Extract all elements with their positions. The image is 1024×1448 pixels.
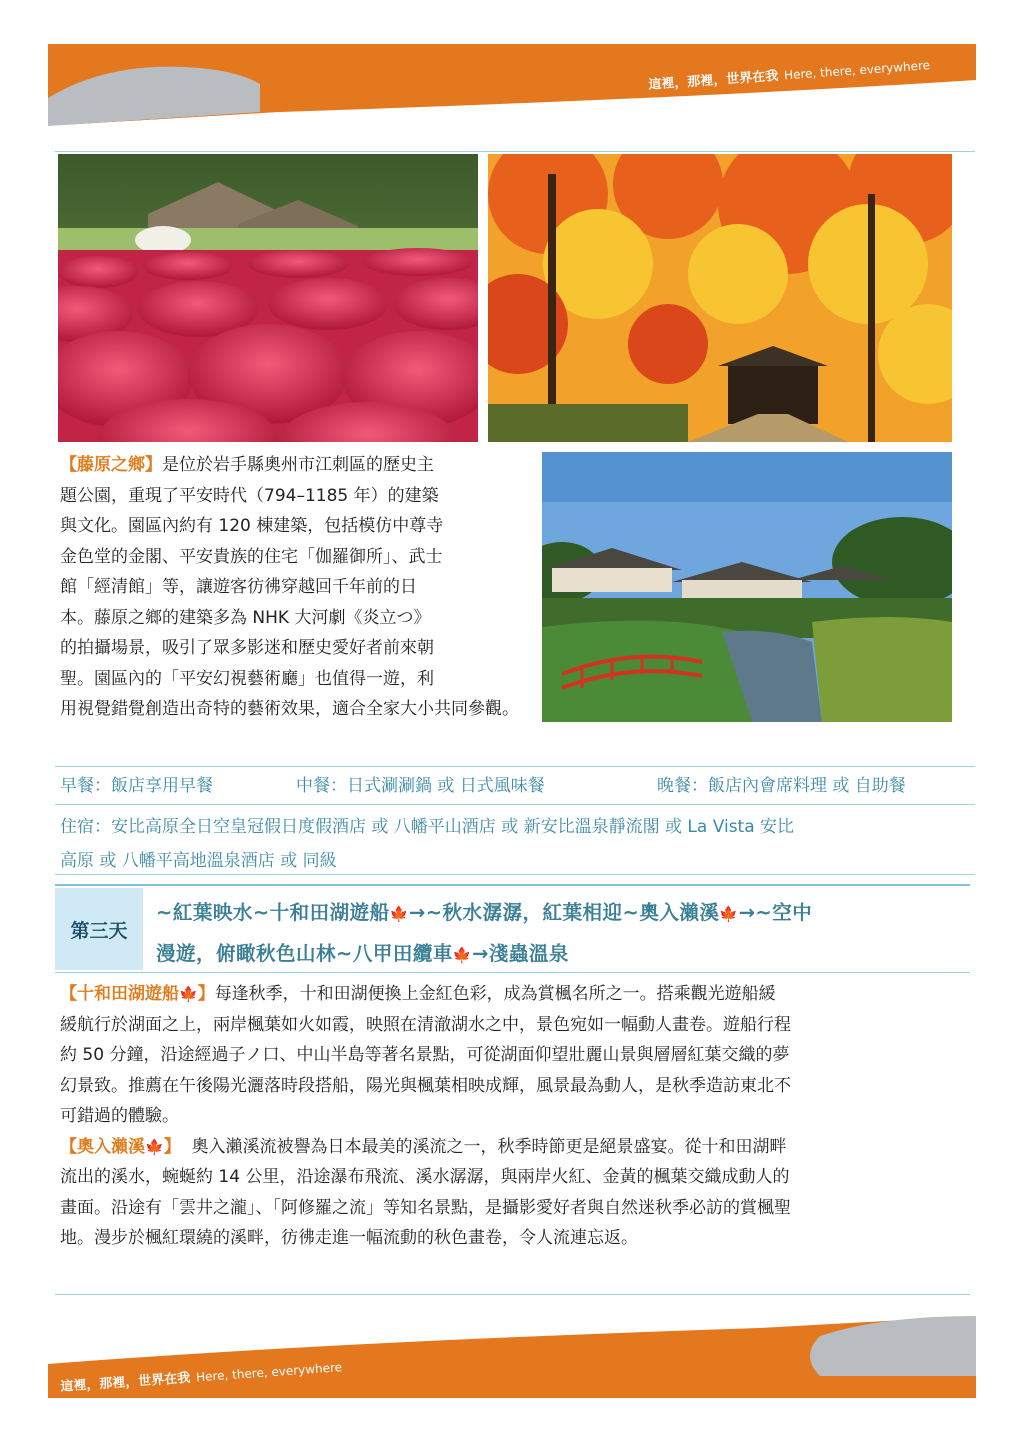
header-slogan-zh: 這裡，那裡，世界在我 [647, 68, 779, 93]
day-title-part-3: →~空中 [738, 901, 813, 924]
fujiwara-line-4: 金色堂的金閣、平安貴族的住宅「伽羅御所」、武士 [60, 546, 443, 567]
day-title-part-2: →~秋水潺潺，紅葉相迎~奧入瀨溪 [408, 901, 720, 924]
day-label-box [55, 888, 143, 970]
oirase-line-4: 地。漫步於楓紅環繞的溪畔，彷彿走進一幅流動的秋色畫卷，令人流連忘返。 [60, 1228, 638, 1248]
towada-line-5: 可錯過的體驗。 [60, 1106, 179, 1126]
fujiwara-line-8: 聖。園區內的「平安幻視藝術廳」也值得一遊，利 [60, 668, 434, 689]
fujiwara-line-2: 題公園，重現了平安時代（794–1185 年）的建築 [60, 485, 439, 506]
fujiwara-line-9: 用視覺錯覺創造出奇特的藝術效果，適合全家大小共同參觀。 [60, 699, 519, 719]
day-label: 第三天 [70, 919, 128, 942]
fujiwara-paragraph [60, 450, 960, 725]
day-title-part-4: 漫遊，俯瞰秋色山林~八甲田纜車 [156, 942, 453, 965]
towada-title: 【十和田湖遊船 [60, 984, 179, 1004]
day-title [156, 893, 966, 975]
oirase-title: 【奧入瀨溪 [60, 1136, 145, 1157]
fujiwara-line-6: 本。藤原之鄉的建築多為 NHK 大河劇《炎立つ》 [60, 607, 431, 628]
maple-leaf-icon: 🍁 [179, 985, 198, 1003]
fujiwara-line-5: 館「經清館」等，讓遊客彷彿穿越回千年前的日 [60, 577, 417, 597]
header-banner [0, 40, 1024, 130]
towada-line-1: 每逢秋季，十和田湖便換上金紅色彩，成為賞楓名所之一。搭乘觀光遊船緩 [214, 984, 776, 1004]
day-top-rule [55, 884, 970, 886]
header-slogan-en: Here, there, everywhere [783, 58, 931, 83]
autumn-maple-gate-photo [488, 154, 952, 442]
fujiwara-title: 【藤原之鄉】 [60, 455, 162, 475]
day-title-part-5: →淺蟲溫泉 [472, 942, 569, 965]
maple-leaf-icon: 🍁 [145, 1137, 164, 1156]
fujiwara-line-1: 是位於岩手縣奧州市江刺區的歷史主 [162, 455, 434, 475]
oirase-title-end: 】 [163, 1136, 181, 1157]
lodging-line-2: 高原 或 八幡平高地溫泉酒店 或 同級 [60, 851, 337, 871]
towada-line-2: 緩航行於湖面之上，兩岸楓葉如火如霞，映照在清澈湖水之中，景色宛如一幅動人畫卷。遊船行程 [60, 1014, 791, 1035]
footer-banner [0, 1316, 1024, 1404]
towada-title-end: 】 [197, 984, 215, 1004]
maple-leaf-icon: 🍁 [719, 905, 739, 923]
towada-line-4: 幻景致。推薦在午後陽光灑落時段搭船，陽光與楓葉相映成輝，風景最為動人，是秋季造訪東北不 [60, 1075, 791, 1096]
top-rule [55, 151, 975, 152]
footer-slogan-en: Here, there, everywhere [195, 1360, 343, 1385]
lodging-bottom-rule [55, 874, 975, 875]
oirase-line-2: 流出的溪水，蜿蜒約 14 公里，沿途瀑布飛流、溪水潺潺，與兩岸火紅、金黃的楓葉交織成動人的 [60, 1167, 790, 1187]
maple-leaf-icon: 🍁 [389, 905, 409, 923]
oirase-line-1: 奧入瀨溪流被譽為日本最美的溪流之一，秋季時節更是絕景盛宴。從十和田湖畔 [180, 1136, 787, 1157]
oirase-line-3: 畫面。沿途有「雲井之瀧」、「阿修羅之流」等知名景點，是攝影愛好者與自然迷秋季必訪的賞楓聖 [60, 1197, 791, 1218]
towada-paragraph [60, 979, 960, 1254]
towada-line-3: 約 50 分鐘，沿途經過子ノ口、中山半島等著名景點，可從湖面仰望壯麗山景與層層紅葉交織的夢 [60, 1045, 790, 1065]
meal-lunch: 中餐：日式涮涮鍋 或 日式風味餐 [296, 776, 545, 796]
day-title-part-1: ~紅葉映水~十和田湖遊船 [156, 901, 390, 924]
fujiwara-line-7: 的拍攝場景，吸引了眾多影迷和歷史愛好者前來朝 [60, 638, 434, 658]
fujiwara-line-3: 與文化。園區內約有 120 棟建築，包括模仿中尊寺 [60, 516, 444, 536]
meals-top-rule [55, 766, 975, 767]
meals-bottom-rule [55, 804, 975, 805]
footer-slogan-zh: 這裡，那裡，世界在我 [59, 1370, 191, 1395]
day-bottom-rule [55, 972, 970, 973]
kochia-field-photo [58, 154, 478, 442]
meals-row [60, 771, 906, 796]
lodging-line-1: 住宿：安比高原全日空皇冠假日度假酒店 或 八幡平山酒店 或 新安比溫泉靜流閣 或 La Vista 安比 [60, 817, 795, 837]
maple-leaf-icon: 🍁 [452, 946, 473, 964]
meal-dinner: 晚餐：飯店內會席料理 或 自助餐 [657, 776, 906, 796]
section-bottom-rule [55, 1294, 970, 1295]
meal-breakfast: 早餐：飯店享用早餐 [60, 776, 213, 796]
